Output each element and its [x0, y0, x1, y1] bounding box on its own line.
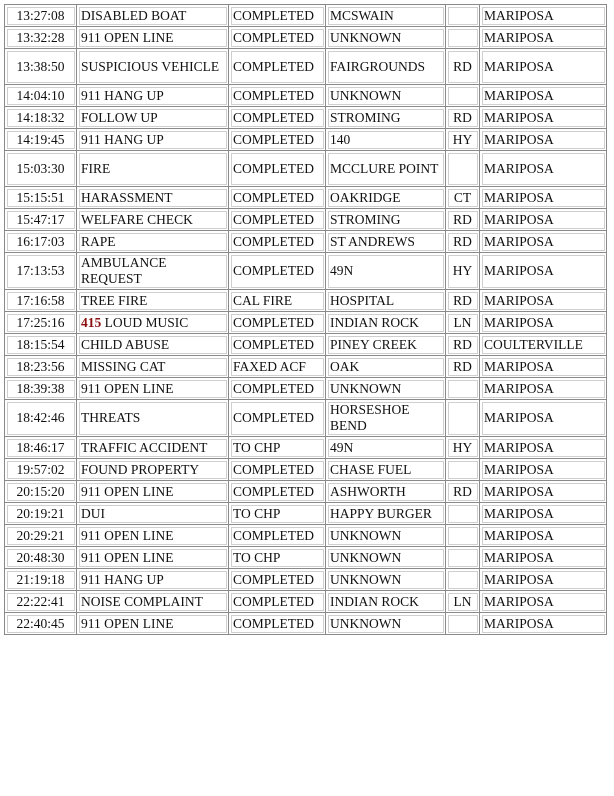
table-row — [5, 151, 607, 187]
incident-type-cell: RAPE — [77, 231, 229, 253]
incident-type-cell: 911 OPEN LINE — [77, 378, 229, 400]
location-cell: ASHWORTH — [326, 481, 446, 503]
location-cell: OAK — [326, 356, 446, 378]
incident-type-cell: HARASSMENT — [77, 187, 229, 209]
table-row — [5, 525, 607, 547]
street-suffix-cell: RD — [446, 231, 480, 253]
city-cell: MARIPOSA — [480, 49, 607, 85]
disposition-cell: CAL FIRE — [229, 290, 326, 312]
location-cell: MCSWAIN — [326, 5, 446, 27]
time-cell: 17:16:58 — [5, 290, 77, 312]
street-suffix-cell — [446, 85, 480, 107]
disposition-cell: COMPLETED — [229, 569, 326, 591]
location-cell: STROMING — [326, 209, 446, 231]
city-cell: MARIPOSA — [480, 107, 607, 129]
city-cell: MARIPOSA — [480, 85, 607, 107]
time-cell: 14:19:45 — [5, 129, 77, 151]
incident-type-cell: 911 HANG UP — [77, 569, 229, 591]
time-cell: 17:13:53 — [5, 253, 77, 290]
location-cell: 49N — [326, 253, 446, 290]
city-cell: MARIPOSA — [480, 437, 607, 459]
disposition-cell: COMPLETED — [229, 334, 326, 356]
table-row — [5, 129, 607, 151]
incident-type-cell: CHILD ABUSE — [77, 334, 229, 356]
city-cell: MARIPOSA — [480, 378, 607, 400]
disposition-cell: COMPLETED — [229, 400, 326, 437]
time-cell: 15:03:30 — [5, 151, 77, 187]
disposition-cell: COMPLETED — [229, 151, 326, 187]
city-cell: MARIPOSA — [480, 569, 607, 591]
time-cell: 15:47:17 — [5, 209, 77, 231]
location-cell: PINEY CREEK — [326, 334, 446, 356]
location-cell: UNKNOWN — [326, 378, 446, 400]
street-suffix-cell: CT — [446, 187, 480, 209]
disposition-cell: COMPLETED — [229, 107, 326, 129]
street-suffix-cell: LN — [446, 591, 480, 613]
time-cell: 17:25:16 — [5, 312, 77, 334]
city-cell: MARIPOSA — [480, 459, 607, 481]
street-suffix-cell — [446, 400, 480, 437]
table-row — [5, 107, 607, 129]
street-suffix-cell — [446, 569, 480, 591]
incident-type-cell: SUSPICIOUS VEHICLE — [77, 49, 229, 85]
disposition-cell: COMPLETED — [229, 85, 326, 107]
location-cell: UNKNOWN — [326, 525, 446, 547]
city-cell: MARIPOSA — [480, 312, 607, 334]
incident-type-cell: FOUND PROPERTY — [77, 459, 229, 481]
disposition-cell: COMPLETED — [229, 231, 326, 253]
city-cell: MARIPOSA — [480, 151, 607, 187]
disposition-cell: COMPLETED — [229, 525, 326, 547]
street-suffix-cell — [446, 27, 480, 49]
city-cell: MARIPOSA — [480, 356, 607, 378]
street-suffix-cell: RD — [446, 481, 480, 503]
time-cell: 22:22:41 — [5, 591, 77, 613]
location-cell: OAKRIDGE — [326, 187, 446, 209]
city-cell: MARIPOSA — [480, 231, 607, 253]
city-cell: MARIPOSA — [480, 129, 607, 151]
incident-log-body — [5, 5, 607, 635]
street-suffix-cell — [446, 459, 480, 481]
table-row — [5, 231, 607, 253]
city-cell: MARIPOSA — [480, 187, 607, 209]
location-cell: HOSPITAL — [326, 290, 446, 312]
location-cell: UNKNOWN — [326, 547, 446, 569]
incident-type-cell: 911 HANG UP — [77, 85, 229, 107]
incident-type-cell: MISSING CAT — [77, 356, 229, 378]
street-suffix-cell: RD — [446, 49, 480, 85]
time-cell: 16:17:03 — [5, 231, 77, 253]
table-row — [5, 312, 607, 334]
time-cell: 20:19:21 — [5, 503, 77, 525]
location-cell: CHASE FUEL — [326, 459, 446, 481]
time-cell: 14:04:10 — [5, 85, 77, 107]
street-suffix-cell — [446, 613, 480, 635]
incident-type-cell: TRAFFIC ACCIDENT — [77, 437, 229, 459]
street-suffix-cell — [446, 378, 480, 400]
incident-type-cell: FIRE — [77, 151, 229, 187]
time-cell: 20:48:30 — [5, 547, 77, 569]
time-cell: 18:42:46 — [5, 400, 77, 437]
city-cell: MARIPOSA — [480, 253, 607, 290]
city-cell: COULTERVILLE — [480, 334, 607, 356]
time-cell: 13:32:28 — [5, 27, 77, 49]
time-cell: 20:29:21 — [5, 525, 77, 547]
time-cell: 18:39:38 — [5, 378, 77, 400]
table-row — [5, 187, 607, 209]
location-cell: INDIAN ROCK — [326, 591, 446, 613]
incident-type-cell: 911 OPEN LINE — [77, 27, 229, 49]
location-cell: STROMING — [326, 107, 446, 129]
disposition-cell: COMPLETED — [229, 187, 326, 209]
table-row — [5, 253, 607, 290]
location-cell: 140 — [326, 129, 446, 151]
location-cell: UNKNOWN — [326, 85, 446, 107]
city-cell: MARIPOSA — [480, 525, 607, 547]
table-row — [5, 613, 607, 635]
time-cell: 18:46:17 — [5, 437, 77, 459]
table-row — [5, 378, 607, 400]
time-cell: 18:23:56 — [5, 356, 77, 378]
disposition-cell: COMPLETED — [229, 378, 326, 400]
disposition-cell: FAXED ACF — [229, 356, 326, 378]
incident-type-cell — [77, 312, 229, 334]
table-row — [5, 569, 607, 591]
location-cell: HAPPY BURGER — [326, 503, 446, 525]
incident-type-cell: DUI — [77, 503, 229, 525]
street-suffix-cell: RD — [446, 290, 480, 312]
time-cell: 22:40:45 — [5, 613, 77, 635]
incident-type-cell: NOISE COMPLAINT — [77, 591, 229, 613]
location-cell: MCCLURE POINT — [326, 151, 446, 187]
disposition-cell: COMPLETED — [229, 253, 326, 290]
location-cell: UNKNOWN — [326, 613, 446, 635]
disposition-cell: COMPLETED — [229, 459, 326, 481]
city-cell: MARIPOSA — [480, 400, 607, 437]
incident-type-cell: FOLLOW UP — [77, 107, 229, 129]
table-row — [5, 209, 607, 231]
city-cell: MARIPOSA — [480, 27, 607, 49]
table-row — [5, 27, 607, 49]
disposition-cell: COMPLETED — [229, 312, 326, 334]
city-cell: MARIPOSA — [480, 290, 607, 312]
time-cell: 13:38:50 — [5, 49, 77, 85]
location-cell: FAIRGROUNDS — [326, 49, 446, 85]
street-suffix-cell: RD — [446, 107, 480, 129]
incident-type-cell: TREE FIRE — [77, 290, 229, 312]
time-cell: 13:27:08 — [5, 5, 77, 27]
table-row — [5, 459, 607, 481]
incident-type-cell: 911 HANG UP — [77, 129, 229, 151]
location-cell: UNKNOWN — [326, 27, 446, 49]
street-suffix-cell: RD — [446, 209, 480, 231]
city-cell: MARIPOSA — [480, 547, 607, 569]
city-cell: MARIPOSA — [480, 5, 607, 27]
disposition-cell: COMPLETED — [229, 49, 326, 85]
incident-type-cell: WELFARE CHECK — [77, 209, 229, 231]
disposition-cell: COMPLETED — [229, 209, 326, 231]
street-suffix-cell: HY — [446, 253, 480, 290]
time-cell: 15:15:51 — [5, 187, 77, 209]
disposition-cell: TO CHP — [229, 547, 326, 569]
street-suffix-cell: RD — [446, 356, 480, 378]
disposition-cell: COMPLETED — [229, 27, 326, 49]
incident-type-cell: AMBULANCE REQUEST — [77, 253, 229, 290]
incident-type-cell: THREATS — [77, 400, 229, 437]
incident-type-cell: 911 OPEN LINE — [77, 481, 229, 503]
time-cell: 14:18:32 — [5, 107, 77, 129]
table-row — [5, 481, 607, 503]
table-row — [5, 5, 607, 27]
street-suffix-cell — [446, 151, 480, 187]
city-cell: MARIPOSA — [480, 503, 607, 525]
table-row — [5, 547, 607, 569]
incident-type-cell: 911 OPEN LINE — [77, 613, 229, 635]
street-suffix-cell — [446, 547, 480, 569]
incident-type-cell: DISABLED BOAT — [77, 5, 229, 27]
location-cell: 49N — [326, 437, 446, 459]
location-cell: INDIAN ROCK — [326, 312, 446, 334]
disposition-cell: COMPLETED — [229, 481, 326, 503]
disposition-cell: COMPLETED — [229, 591, 326, 613]
disposition-cell: COMPLETED — [229, 613, 326, 635]
table-row — [5, 356, 607, 378]
time-cell: 21:19:18 — [5, 569, 77, 591]
location-cell: HORSESHOE BEND — [326, 400, 446, 437]
incident-code: 415 — [81, 314, 102, 330]
city-cell: MARIPOSA — [480, 591, 607, 613]
street-suffix-cell: LN — [446, 312, 480, 334]
table-row — [5, 49, 607, 85]
disposition-cell: TO CHP — [229, 503, 326, 525]
incident-type-cell: 911 OPEN LINE — [77, 547, 229, 569]
street-suffix-cell — [446, 503, 480, 525]
street-suffix-cell: RD — [446, 334, 480, 356]
incident-log-table — [4, 4, 607, 635]
street-suffix-cell — [446, 5, 480, 27]
street-suffix-cell: HY — [446, 437, 480, 459]
table-row — [5, 503, 607, 525]
disposition-cell: COMPLETED — [229, 5, 326, 27]
disposition-cell: COMPLETED — [229, 129, 326, 151]
disposition-cell: TO CHP — [229, 437, 326, 459]
street-suffix-cell — [446, 525, 480, 547]
table-row — [5, 400, 607, 437]
time-cell: 20:15:20 — [5, 481, 77, 503]
city-cell: MARIPOSA — [480, 209, 607, 231]
table-row — [5, 437, 607, 459]
table-row — [5, 290, 607, 312]
time-cell: 19:57:02 — [5, 459, 77, 481]
incident-type-cell: 911 OPEN LINE — [77, 525, 229, 547]
location-cell: UNKNOWN — [326, 569, 446, 591]
table-row — [5, 85, 607, 107]
city-cell: MARIPOSA — [480, 481, 607, 503]
time-cell: 18:15:54 — [5, 334, 77, 356]
location-cell: ST ANDREWS — [326, 231, 446, 253]
street-suffix-cell: HY — [446, 129, 480, 151]
table-row — [5, 334, 607, 356]
incident-type-text: LOUD MUSIC — [104, 314, 189, 330]
city-cell: MARIPOSA — [480, 613, 607, 635]
table-row — [5, 591, 607, 613]
